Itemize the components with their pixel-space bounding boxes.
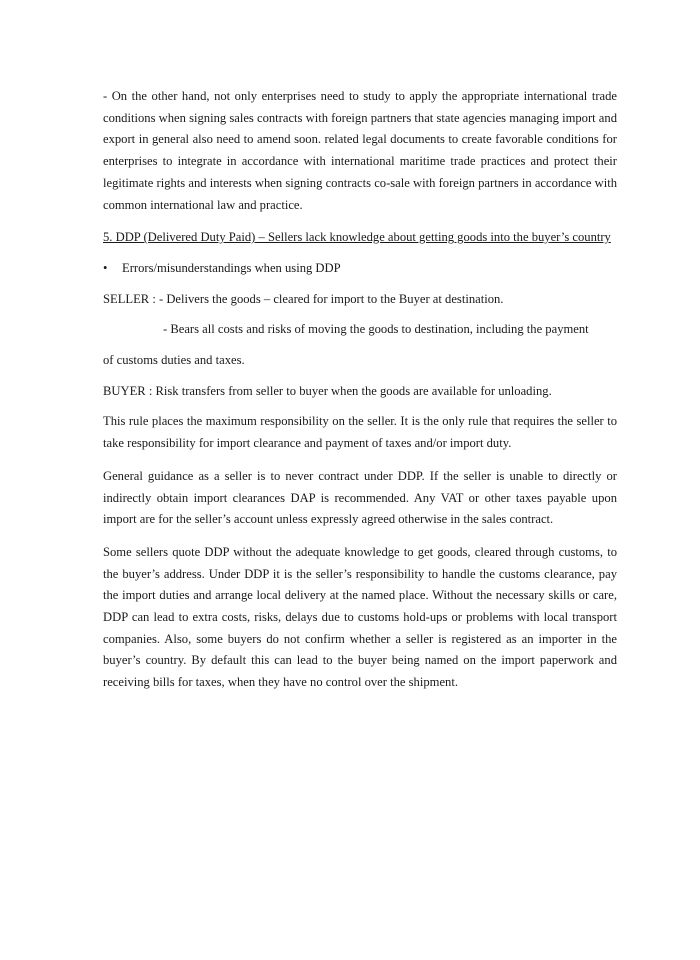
intro-paragraph: - On the other hand, not only enterprises need to study to apply the appropriate international trade conditions when signing sales contracts with foreign partners that state agencies managing import and export in general also need to amend soon. related legal documents to create favorable conditions for enterprises to integrate in accordance with international maritime trade practices and protect their legitimate rights and interests when signing contracts co-sale with foreign partners in accordance with common international law and practice. (103, 89, 617, 212)
section-heading-ddp: 5. DDP (Delivered Duty Paid) – Sellers lack knowledge about getting goods into the buyer’s country (103, 230, 611, 245)
seller-bears-line: - Bears all costs and risks of moving the goods to destination, including the payment (163, 322, 589, 337)
customs-line: of customs duties and taxes. (103, 353, 245, 368)
document-page (103, 86, 617, 694)
seller-line: SELLER : - Delivers the goods – cleared for import to the Buyer at destination. (103, 291, 504, 306)
bullet-text: Errors/misunderstandings when using DDP (122, 260, 341, 275)
bullet-icon: • (103, 260, 108, 275)
buyer-line: BUYER : Risk transfers from seller to buyer when the goods are available for unloading. (103, 383, 552, 398)
guidance-paragraph: General guidance as a seller is to never contract under DDP. If the seller is unable to directly or indirectly obtain import clearances DAP is recommended. Any VAT or other taxes payable upon import are for the seller’s account unless expressly agreed otherwise in the sales contract. (103, 468, 617, 527)
rule-paragraph: This rule places the maximum responsibility on the seller. It is the only rule that requires the seller to take responsibility for import clearance and payment of taxes and/or import duty. (103, 414, 617, 451)
sellers-paragraph: Some sellers quote DDP without the adequate knowledge to get goods, cleared through customs, to the buyer’s address. Under DDP it is the seller’s responsibility to handle the customs clearance, pay the import duties and arrange local delivery at the named place. Without the necessary skills or care, DDP can lead to extra costs, risks, delays due to customs hold-ups or problems with local transport companies. Also, some buyers do not confirm whether a seller is registered as an importer in the buyer’s country. By default this can lead to the buyer being named on the import paperwork and receiving bills for taxes, when they have no control over the shipment. (103, 544, 617, 690)
bullet-item (103, 258, 617, 280)
